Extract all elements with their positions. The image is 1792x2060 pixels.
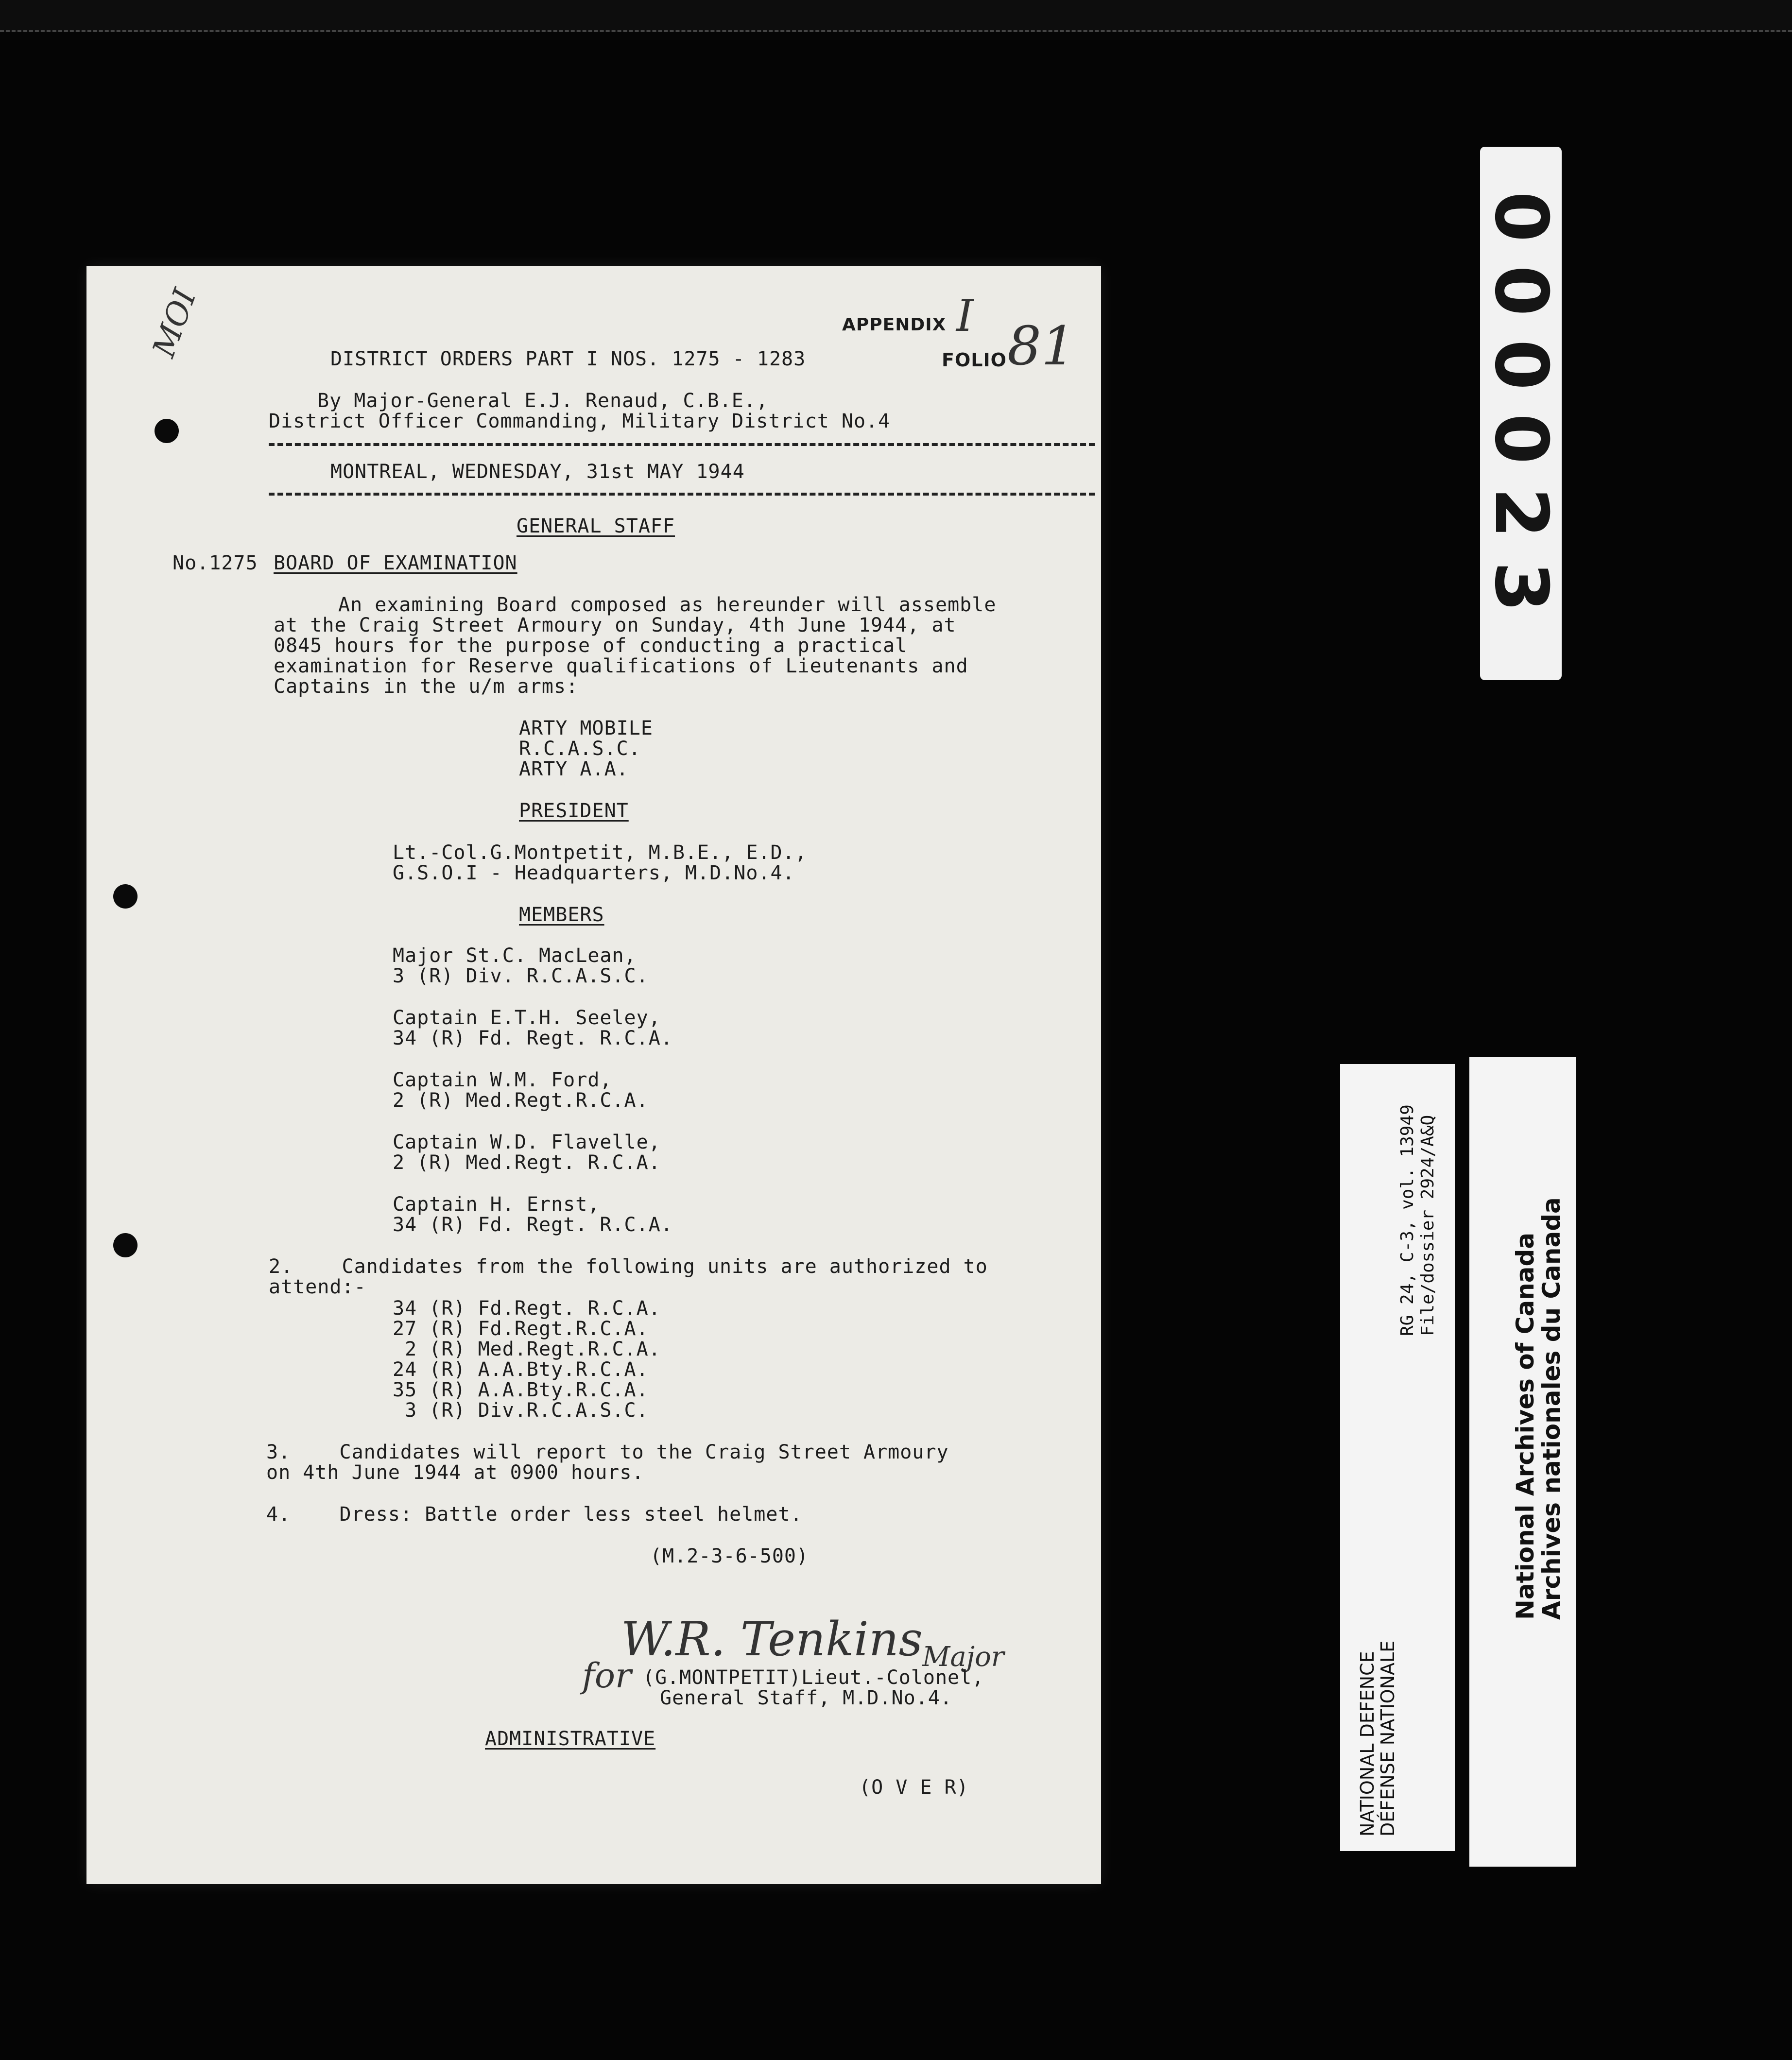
- member-name: Captain W.D. Flavelle,: [393, 1131, 661, 1153]
- appendix-label: APPENDIX: [842, 315, 947, 335]
- administrative-heading: ADMINISTRATIVE: [485, 1728, 656, 1750]
- arm-item: R.C.A.S.C.: [519, 738, 641, 760]
- president-heading: PRESIDENT: [519, 800, 629, 822]
- paragraph-line: Captains in the u/m arms:: [274, 675, 579, 698]
- member-name: Captain E.T.H. Seeley,: [393, 1007, 661, 1029]
- punch-hole: [155, 419, 179, 443]
- officer-line: District Officer Commanding, Military District No.4: [269, 410, 891, 432]
- paragraph-line: An examining Board composed as hereunder will assemble: [338, 594, 997, 616]
- order-title: BOARD OF EXAMINATION: [274, 552, 517, 574]
- paragraph-line: 0845 hours for the purpose of conducting a practical: [274, 635, 908, 657]
- archives-name: Archives nationales du Canada: [1537, 1197, 1566, 1620]
- date-line: MONTREAL, WEDNESDAY, 31st MAY 1944: [330, 461, 745, 483]
- member-name: Major St.C. MacLean,: [393, 944, 637, 967]
- archive-reference: RG 24, C-3, vol. 13949: [1397, 1104, 1417, 1336]
- unit-item: 24 (R) A.A.Bty.R.C.A.: [393, 1358, 649, 1381]
- defence-text: DÉFENSE NATIONALE: [1377, 1640, 1398, 1837]
- paragraph-line: attend:-: [269, 1276, 366, 1298]
- film-edge: [0, 0, 1792, 32]
- folio-handwriting: 81: [1007, 315, 1075, 377]
- frame-number: 000023: [1479, 191, 1563, 636]
- member-name: Captain W.M. Ford,: [393, 1069, 612, 1091]
- general-staff-heading: GENERAL STAFF: [517, 515, 675, 537]
- paragraph-line: 4. Dress: Battle order less steel helmet.: [266, 1503, 803, 1526]
- president-line: Lt.-Col.G.Montpetit, M.B.E., E.D.,: [393, 841, 807, 864]
- separator-rule: [269, 493, 1095, 496]
- signature: W.R. Tenkins: [621, 1612, 923, 1666]
- defence-label: [1340, 1064, 1455, 1851]
- file-reference: (M.2-3-6-500): [650, 1545, 809, 1567]
- paragraph-line: on 4th June 1944 at 0900 hours.: [266, 1461, 644, 1484]
- by-line: By Major-General E.J. Renaud, C.B.E.,: [317, 390, 769, 412]
- unit-item: 3 (R) Div.R.C.A.S.C.: [393, 1399, 649, 1422]
- arm-item: ARTY MOBILE: [519, 717, 653, 739]
- punch-hole: [113, 884, 138, 909]
- appendix-handwriting: I: [956, 291, 974, 342]
- member-unit: 34 (R) Fd. Regt. R.C.A.: [393, 1027, 673, 1049]
- signature-rank: Major: [922, 1641, 1004, 1673]
- member-unit: 2 (R) Med.Regt.R.C.A.: [393, 1089, 649, 1112]
- unit-item: 34 (R) Fd.Regt. R.C.A.: [393, 1297, 661, 1320]
- signatory-line: General Staff, M.D.No.4.: [660, 1687, 952, 1709]
- archives-label: [1469, 1057, 1576, 1867]
- member-name: Captain H. Ernst,: [393, 1193, 600, 1216]
- order-number: No.1275: [172, 552, 258, 574]
- document-page: [86, 266, 1101, 1884]
- paragraph-line: examination for Reserve qualifications of Lieutenants and: [274, 655, 968, 677]
- member-unit: 34 (R) Fd. Regt. R.C.A.: [393, 1214, 673, 1236]
- unit-item: 35 (R) A.A.Bty.R.C.A.: [393, 1379, 649, 1401]
- frame-number-strip: [1480, 147, 1562, 680]
- unit-item: 2 (R) Med.Regt.R.C.A.: [393, 1338, 661, 1360]
- paragraph-line: 2. Candidates from the following units are authorized to: [269, 1255, 988, 1278]
- signatory-line: (G.MONTPETIT)Lieut.-Colonel,: [643, 1666, 984, 1689]
- unit-item: 27 (R) Fd.Regt.R.C.A.: [393, 1318, 649, 1340]
- archives-name: National Archives of Canada: [1511, 1232, 1539, 1620]
- separator-rule: [269, 443, 1095, 446]
- over-marker: (O V E R): [859, 1776, 969, 1799]
- member-unit: 2 (R) Med.Regt. R.C.A.: [393, 1151, 661, 1174]
- archive-reference: File/dossier 2924/A&Q: [1418, 1115, 1438, 1336]
- paragraph-line: at the Craig Street Armoury on Sunday, 4th June 1944, at: [274, 614, 956, 636]
- paragraph-line: 3. Candidates will report to the Craig Street Armoury: [266, 1441, 949, 1463]
- punch-hole: [113, 1233, 138, 1257]
- member-unit: 3 (R) Div. R.C.A.S.C.: [393, 965, 649, 987]
- president-line: G.S.O.I - Headquarters, M.D.No.4.: [393, 862, 795, 884]
- orders-title: DISTRICT ORDERS PART I NOS. 1275 - 1283: [330, 348, 806, 370]
- defence-text: NATIONAL DEFENCE: [1357, 1651, 1378, 1837]
- margin-handwriting: MOI: [146, 284, 204, 362]
- members-heading: MEMBERS: [519, 904, 604, 926]
- arm-item: ARTY A.A.: [519, 758, 629, 780]
- folio-label: FOLIO: [942, 349, 1007, 371]
- for-handwriting: for: [582, 1656, 632, 1696]
